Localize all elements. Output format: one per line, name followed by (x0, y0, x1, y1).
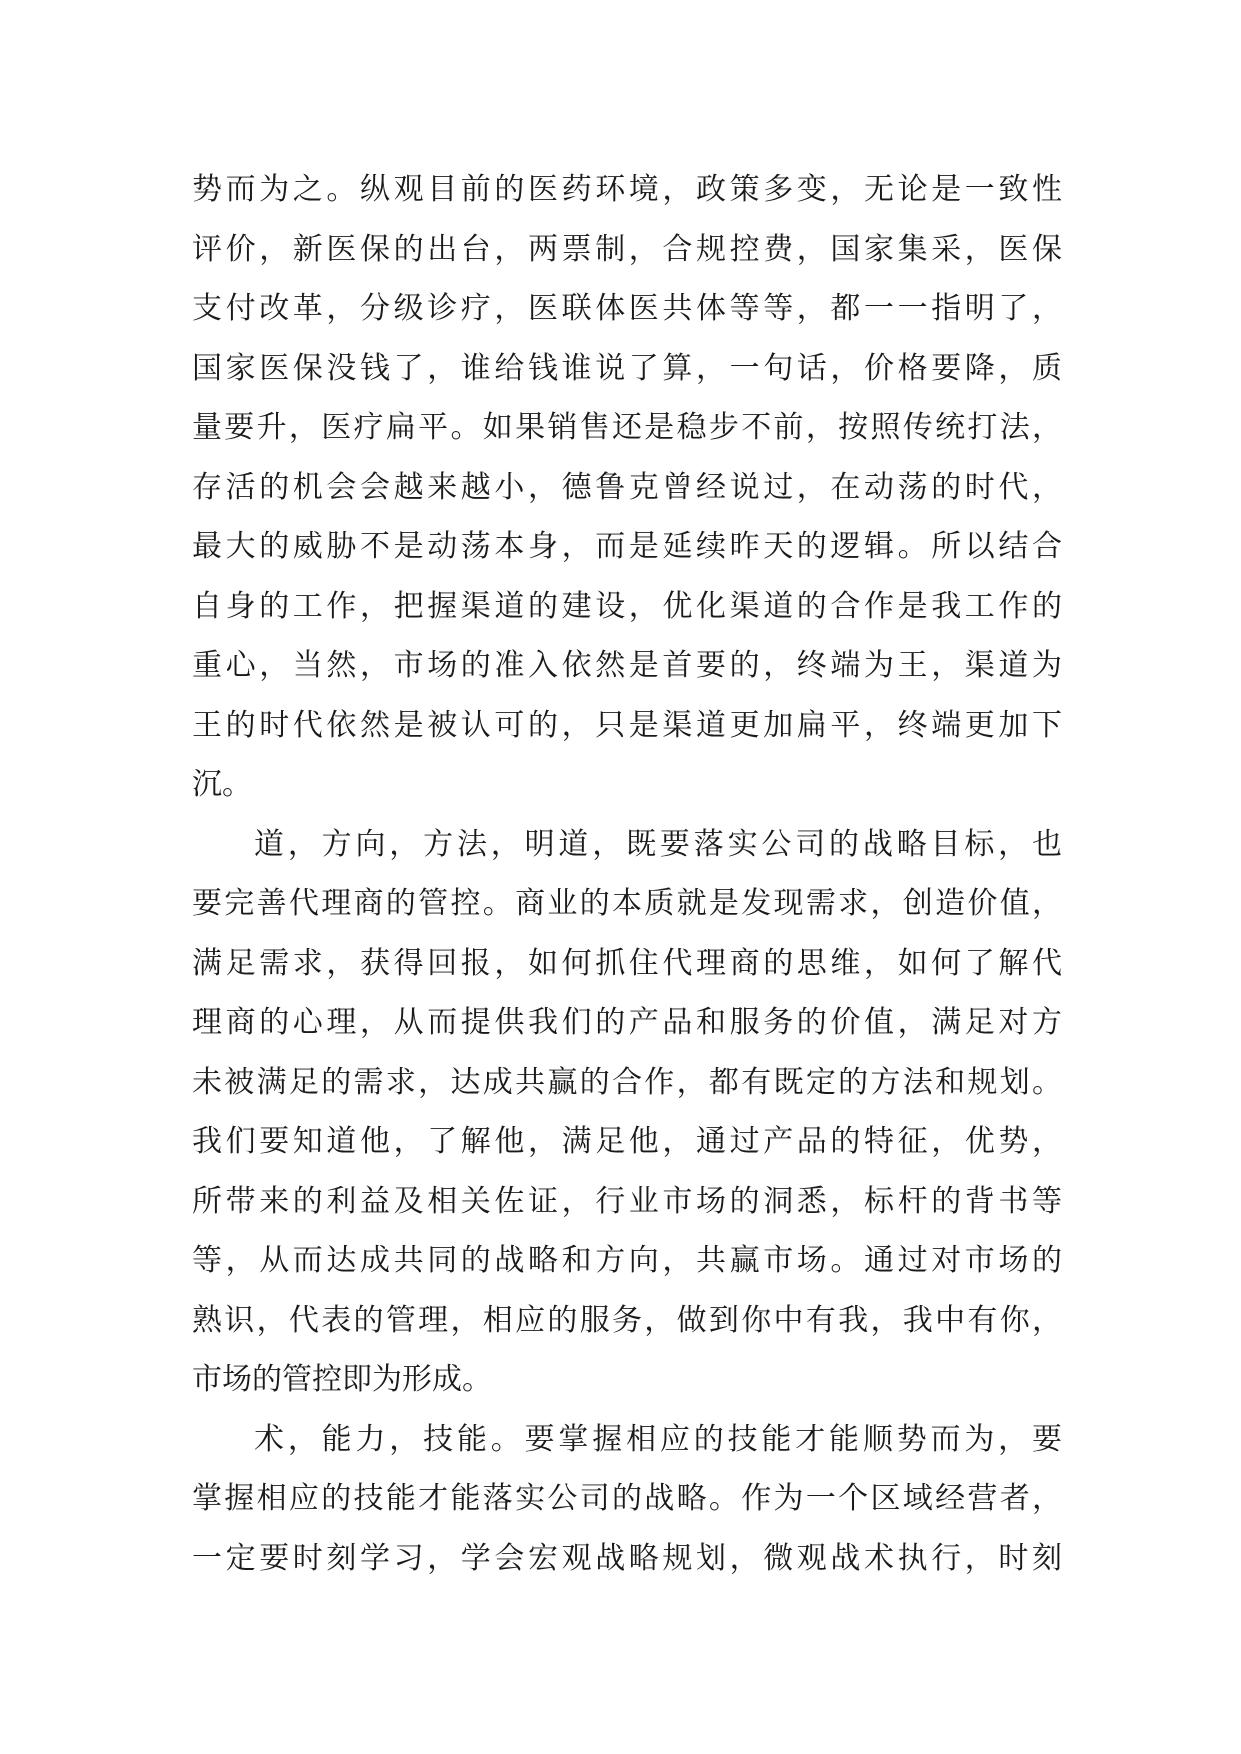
text-line: 理商的心理，从而提供我们的产品和服务的价值，满足对方 (192, 1005, 1062, 1040)
text-line: 王的时代依然是被认可的，只是渠道更加扁平，终端更加下 (192, 707, 1062, 743)
text-line: 势而为之。纵观目前的医药环境，政策多变，无论是一致性 (192, 172, 1062, 207)
text-line: 未被满足的需求，达成共赢的合作，都有既定的方法和规划。 (192, 1064, 1062, 1100)
text-line: 评价，新医保的出台，两票制，合规控费，国家集采，医保 (192, 231, 1062, 267)
paragraph-3 (192, 1410, 1062, 1589)
text-line: 一定要时刻学习，学会宏观战略规划，微观战术执行，时刻 (192, 1540, 1062, 1576)
text-line: 术，能力，技能。要掌握相应的技能才能顺势而为，要 (254, 1421, 1062, 1457)
text-line: 最大的威胁不是动荡本身，而是延续昨天的逻辑。所以结合 (192, 529, 1062, 564)
text-line: 支付改革，分级诊疗，医联体医共体等等，都一一指明了， (192, 291, 1062, 326)
text-line: 等，从而达成共同的战略和方向，共赢市场。通过对市场的 (192, 1243, 1062, 1278)
document-body (192, 160, 1062, 1588)
text-line: 国家医保没钱了，谁给钱谁说了算，一句话，价格要降，质 (192, 350, 1062, 386)
text-line: 存活的机会会越来越小，德鲁克曾经说过，在动荡的时代， (192, 469, 1062, 505)
text-line: 要完善代理商的管控。商业的本质就是发现需求，创造价值， (192, 886, 1062, 921)
text-line: 所带来的利益及相关佐证，行业市场的洞悉，标杆的背书等 (192, 1183, 1062, 1219)
text-line: 重心，当然，市场的准入依然是首要的，终端为王，渠道为 (192, 648, 1062, 683)
text-line: 自身的工作，把握渠道的建设，优化渠道的合作是我工作的 (192, 588, 1062, 624)
text-line: 道，方向，方法，明道，既要落实公司的战略目标，也 (254, 826, 1062, 862)
text-line: 市场的管控即为形成。 (192, 1362, 492, 1397)
text-line: 熟识，代表的管理，相应的服务，做到你中有我，我中有你， (192, 1302, 1062, 1338)
text-line: 沉。 (192, 767, 252, 802)
text-line: 掌握相应的技能才能落实公司的战略。作为一个区域经营者， (192, 1481, 1062, 1516)
text-line: 满足需求，获得回报，如何抓住代理商的思维，如何了解代 (192, 945, 1062, 981)
paragraph-1 (192, 160, 1062, 815)
text-line: 我们要知道他，了解他，满足他，通过产品的特征，优势， (192, 1124, 1062, 1159)
paragraph-2 (192, 815, 1062, 1410)
text-line: 量要升，医疗扁平。如果销售还是稳步不前，按照传统打法， (192, 410, 1062, 445)
